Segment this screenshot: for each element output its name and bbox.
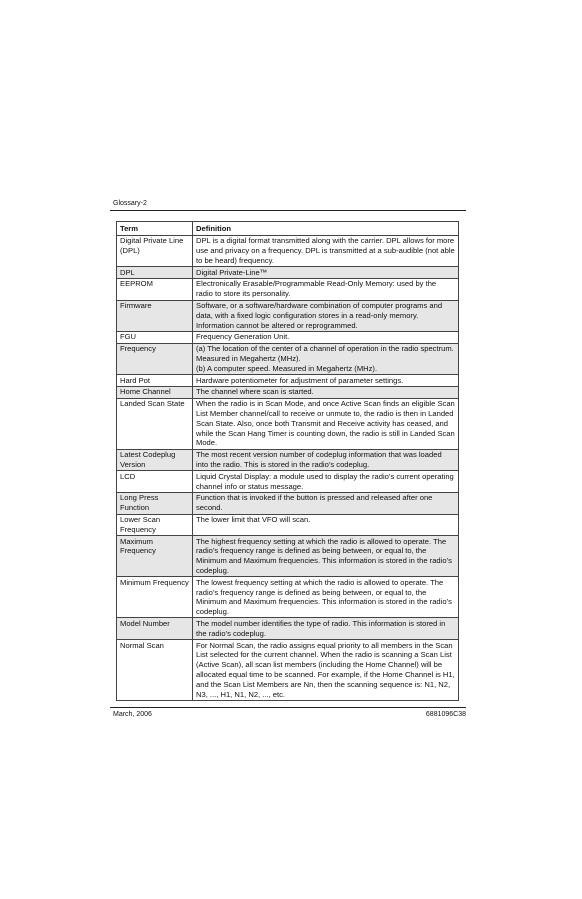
term-cell: DPL (117, 267, 193, 279)
footer-rule (110, 707, 466, 708)
definition-cell: Electronically Erasable/Programmable Read-Only Memory: used by the radio to store its personality. (193, 278, 459, 300)
definition-cell: Liquid Crystal Display: a module used to display the radio’s current operating channel info or status message. (193, 471, 459, 493)
definition-cell: The highest frequency setting at which the radio is allowed to operate. The radio’s frequency range is defined as being between, or equal to, the Minimum and Maximum frequencies. This information is stored in the radio’s codeplug. (193, 536, 459, 577)
term-cell: Landed Scan State (117, 398, 193, 449)
term-cell: Lower Scan Frequency (117, 514, 193, 536)
table-row (117, 514, 459, 536)
term-cell: Firmware (117, 300, 193, 331)
glossary-table (116, 221, 459, 701)
table-row (117, 398, 459, 449)
table-row (117, 618, 459, 640)
definition-cell: The channel where scan is started. (193, 386, 459, 398)
glossary-body (117, 235, 459, 700)
table-row (117, 375, 459, 387)
column-header-definition: Definition (193, 222, 459, 236)
header-rule (110, 210, 466, 211)
term-cell: Frequency (117, 343, 193, 374)
table-row (117, 386, 459, 398)
term-cell: Home Channel (117, 386, 193, 398)
term-cell: Long Press Function (117, 492, 193, 514)
table-row (117, 577, 459, 618)
term-cell: Hard Pot (117, 375, 193, 387)
term-cell: EEPROM (117, 278, 193, 300)
term-cell: FGU (117, 331, 193, 343)
definition-cell: DPL is a digital format transmitted along with the carrier. DPL allows for more use and privacy on a frequency. DPL is transmitted at a sub-audible (not able to be heard) frequency. (193, 235, 459, 266)
definition-cell: Digital Private-Line™ (193, 267, 459, 279)
table-row (117, 235, 459, 266)
footer-date: March, 2006 (113, 711, 152, 718)
definition-cell: Function that is invoked if the button is pressed and released after one second. (193, 492, 459, 514)
definition-cell: Hardware potentiometer for adjustment of parameter settings. (193, 375, 459, 387)
footer-doc-number: 6881096C38 (425, 711, 466, 718)
table-row (117, 331, 459, 343)
definition-cell: Frequency Generation Unit. (193, 331, 459, 343)
definition-cell: When the radio is in Scan Mode, and once Active Scan finds an eligible Scan List Member channel/call to receive or unmute to, the radio is then in Landed Scan State. Also, once both Transmit and Receive activity has ceased, and while the Scan Hang Timer is counting down, the radio is still in Landed Scan Mode. (193, 398, 459, 449)
term-cell: Latest Codeplug Version (117, 449, 193, 471)
definition-cell: For Normal Scan, the radio assigns equal priority to all members in the Scan List selected for the current channel. When the radio is scanning a Scan List (Active Scan), all scan list members (including the Home Channel) will be allocated equal time to be scanned. For example, if the Home Channel is H1, and the Scan List Members are Nn, then the scanning sequence is: N1, N2, N3, ..., H1, N1, N2, ..., etc. (193, 640, 459, 701)
table-row (117, 471, 459, 493)
table-row (117, 343, 459, 374)
table-row (117, 300, 459, 331)
table-row (117, 536, 459, 577)
definition-cell: The lower limit that VFO will scan. (193, 514, 459, 536)
definition-cell: The lowest frequency setting at which the radio is allowed to operate. The radio’s frequency range is defined as being between, or equal to, the Minimum and Maximum frequencies. This information is stored in the radio’s codeplug. (193, 577, 459, 618)
table-row (117, 640, 459, 701)
term-cell: Minimum Frequency (117, 577, 193, 618)
definition-cell: The most recent version number of codeplug information that was loaded into the radio. This is stored in the radio’s codeplug. (193, 449, 459, 471)
table-row (117, 449, 459, 471)
term-cell: LCD (117, 471, 193, 493)
table-row (117, 267, 459, 279)
column-header-term: Term (117, 222, 193, 236)
page-header-label: Glossary-2 (113, 200, 147, 207)
definition-cell: Software, or a software/hardware combination of computer programs and data, with a fixed logic configuration stores in a read-only memory. Information cannot be altered or reprogrammed. (193, 300, 459, 331)
table-header-row (117, 222, 459, 236)
table-row (117, 278, 459, 300)
table-row (117, 492, 459, 514)
term-cell: Model Number (117, 618, 193, 640)
definition-cell: (a) The location of the center of a channel of operation in the radio spectrum. Measured in Megahertz (MHz). (b) A computer speed. Measured in Megahertz (MHz). (193, 343, 459, 374)
definition-cell: The model number identifies the type of radio. This information is stored in the radio’s codeplug. (193, 618, 459, 640)
term-cell: Maximum Frequency (117, 536, 193, 577)
term-cell: Digital Private Line (DPL) (117, 235, 193, 266)
term-cell: Normal Scan (117, 640, 193, 701)
